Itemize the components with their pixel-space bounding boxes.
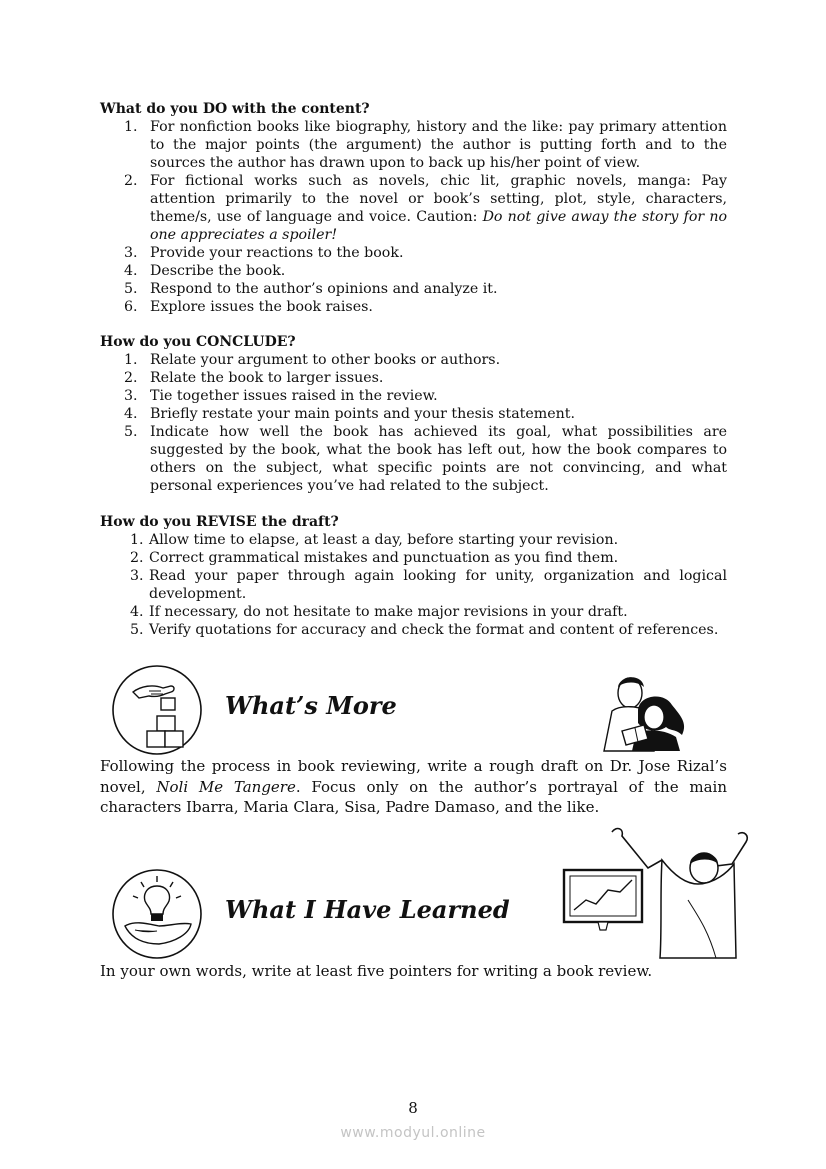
page-number: 8 [408, 1099, 418, 1117]
conclude-list [100, 351, 727, 495]
list-item: 6. Explore issues the book raises. [124, 299, 373, 315]
whats-more-title: What’s More [225, 691, 397, 720]
list-item: 4. If necessary, do not hesitate to make major revisions in your draft. [130, 604, 628, 620]
list-item: 3. Tie together issues raised in the review. [124, 388, 438, 404]
list-item: 5. Respond to the author’s opinions and analyze it. [124, 281, 498, 297]
revise-list [100, 531, 727, 639]
revise-section [100, 513, 727, 639]
list-item: 2. Correct grammatical mistakes and punctuation as you find them. [130, 550, 619, 566]
watermark: www.modyul.online [340, 1125, 486, 1141]
list-item: 3. Read your paper through again looking for unity, organization and logical development. [130, 568, 727, 602]
list-item: 1. Allow time to elapse, at least a day, before starting your revision. [130, 532, 619, 548]
conclude-section [100, 333, 727, 495]
blocks-hand-icon [111, 664, 203, 756]
revise-heading: How do you REVISE the draft? [100, 514, 339, 530]
list-item: 5. Verify quotations for accuracy and check the format and content of references. [130, 622, 719, 638]
reading-couple-icon [592, 671, 696, 753]
celebrating-man-icon [558, 820, 756, 960]
list-item: 4. Briefly restate your main points and your thesis statement. [124, 406, 575, 422]
list-item: 3. Provide your reactions to the book. [124, 245, 404, 261]
list-item: 2. Relate the book to larger issues. [124, 370, 384, 386]
content-section [100, 100, 727, 316]
list-item: 4. Describe the book. [124, 263, 286, 279]
list-item: 2. For fictional works such as novels, chic lit, graphic novels, manga: Pay attention primarily to the novel or book’s setting, plot, style, characters, theme/s, use of language and voice. Caution: Do not give away the story for no one appreciates a spoiler! [124, 173, 727, 243]
content-list [100, 118, 727, 316]
book-title: Noli Me Tangere [156, 777, 296, 796]
list-item: 1. For nonfiction books like biography, history and the like: pay primary attention to the major points (the argument) the author is putting forth and to the sources the author has drawn upon to back up his/her point of view. [124, 119, 727, 171]
list-item: 5. Indicate how well the book has achieved its goal, what possibilities are suggested by the book, what the book has left out, how the book compares to others on the subject, what specific points are not convincing, and what personal experiences you’ve had related to the subject. [124, 424, 727, 494]
lightbulb-hand-icon [111, 868, 203, 960]
spoiler-caution: Do not give away the story for no one appreciates a spoiler! [150, 209, 727, 243]
list-item: 1. Relate your argument to other books or authors. [124, 352, 501, 368]
content-heading: What do you DO with the content? [100, 101, 370, 117]
conclude-heading: How do you CONCLUDE? [100, 334, 296, 350]
whats-more-instructions: Following the process in book reviewing, write a rough draft on Dr. Jose Rizal’s novel, Noli Me Tangere. Focus only on the author’s portrayal of the main characters Ibarra, Maria Clara, Sisa, Padre Damaso, and the like. [100, 757, 727, 816]
what-i-have-learned-title: What I Have Learned [225, 895, 510, 924]
what-i-have-learned-instructions: In your own words, write at least five pointers for writing a book review. [100, 962, 653, 980]
